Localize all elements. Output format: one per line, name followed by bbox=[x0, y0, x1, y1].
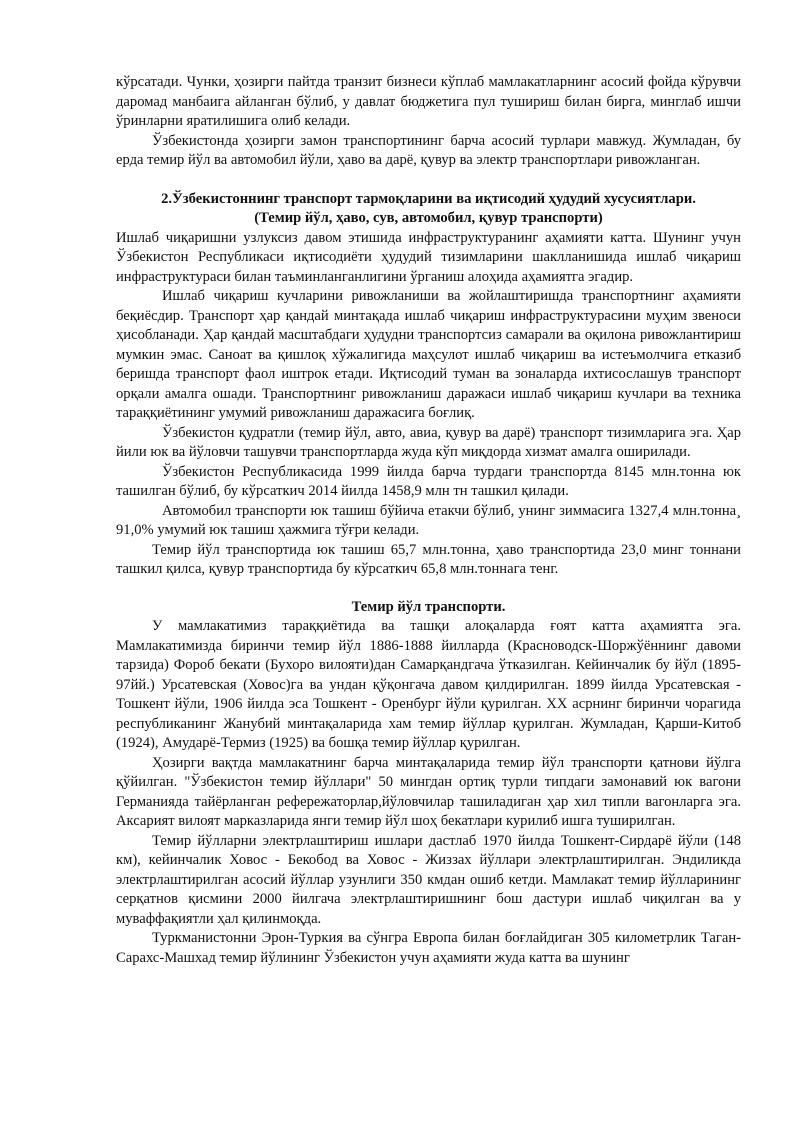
section-2-paragraph-5: Автомобил транспорти юк ташиш бўйича етакчи бўлиб, унинг зиммасига 1327,4 млн.тонна¸ 91,0% умумий юк ташиш ҳажмига тўғри келади. bbox=[116, 502, 741, 538]
paragraph-intro-2: Ўзбекистонда ҳозирги замон транспортининг барча асосий турлари мавжуд. Жумладан, бу ерда темир йўл ва автомобил йўли, ҳаво ва дарё, қувур ва электр транспортлари ривожланган. bbox=[116, 132, 741, 168]
section-2-paragraph-4: Ўзбекистон Республикасида 1999 йилда барча турдаги транспортда 8145 млн.тонна юк ташилган бўлиб, бу кўрсаткич 2014 йилда 1458,9 млн тн ташкил қилади. bbox=[116, 463, 741, 499]
railway-paragraph-2: Ҳозирги вақтда мамлакатнинг барча минтақаларида темир йўл транспорти қатнови йўлга қўйилган. "Ўзбекистон темир йўллари" 50 мингдан ортиқ турли типдаги замонавий юк вагони Германияда тайёрланган рефережаторлар,йўловчилар ташиладиган ҳар хил типли вагонларга эга. Аксарият вилоят марказларида янги темир йўл шоҳ бекатлари курилиб ишга туширилган. bbox=[116, 754, 741, 829]
railway-paragraph-1: У мамлакатимиз тараққиётида ва ташқи алоқаларда ғоят катта аҳамиятга эга. Мамлакатимизда биринчи темир йўл 1886-1888 йилларда (Красноводск-Шоржўённинг давоми тарзида) Фороб бекати (Бухоро вилояти)дан Самарқандгача ўтказилган. Кейинчалик бу йўл (1895-97йй.) Урсатевская (Ховос)га ва ундан қўқонгача давом қилдирилган. 1899 йилда Урсатевская - Тошкент йўли, 1906 йилда эса Тошкент - Оренбург йўли қурилган. XX асрнинг биринчи чорагида республиканинг Жанубий минтақаларида хам темир йўллар қурилган. Жумладан, Қарши-Китоб (1924), Амударё-Термиз (1925) ва бошқа темир йўллар қурилган. bbox=[116, 618, 741, 751]
railway-section-title: Темир йўл транспорти. bbox=[351, 598, 506, 615]
section-2-paragraph-3: Ўзбекистон қудратли (темир йўл, авто, авиа, қувур ва дарё) транспорт тизимларига эга. Ҳар йили юк ва йўловчи ташувчи транспортларда жуда кўп миқдорда хизмат амалга оширилади. bbox=[116, 424, 741, 460]
section-2-subtitle: (Темир йўл, ҳаво, сув, автомобил, қувур транспорти) bbox=[254, 210, 603, 226]
section-2-paragraph-6: Темир йўл транспортида юк ташиш 65,7 млн.тонна, ҳаво транспортида 23,0 минг тоннани ташкил қилса, қувур транспортида бу кўрсаткич 65,8 млн.тоннага тенг. bbox=[116, 541, 741, 577]
section-2-paragraph-1: Ишлаб чиқаришни узлуксиз давом этишида инфраструктуранинг аҳамияти катта. Шунинг учун Ўзбекистон Республикаси иқтисодиёти ҳудудий тизимларини шаклланишида ишлаб чиқариш инфраструктураси билан таъминланганлигини ўрганиш алоҳида аҳамиятга эгадир. bbox=[116, 229, 741, 285]
railway-paragraph-4: Туркманистонни Эрон-Туркия ва сўнгра Европа билан боғлайдиган 305 километрлик Таган-Сарахс-Машхад темир йўлининг Ўзбекистон учун аҳамияти жуда катта ва шунинг bbox=[116, 930, 741, 966]
section-2-title: 2.Ўзбекистоннинг транспорт тармоқларини ва иқтисодий ҳудудий хусусиятлари. bbox=[161, 190, 696, 207]
section-2-paragraph-2: Ишлаб чиқариш кучларини ривожланиши ва жойлаштиришда транспортнинг аҳамияти беқиёсдир. Транспорт ҳар қандай минтақада ишлаб чиқариш инфраструктурасини муҳим звеноси ҳисобланади. Ҳар қандай масштабдаги ҳудудни транспортсиз самарали ва оқилона ривожлантириш мумкин эмас. Саноат ва қишлоқ хўжалигида маҳсулот ишлаб чиқариш ва истеъмолчига етказиб беришда транспорт фаол иштрок етади. Иқтисодий туман ва зоналарда ихтисослашув транспорт орқали амалга ошади. Транспортнинг ривожланиш даражаси ишлаб чиқариш кучлари ва техника тараққиётининг умумий ривожланиш даражасига боғлиқ. bbox=[116, 288, 741, 421]
railway-paragraph-3: Темир йўлларни электрлаштириш ишлари дастлаб 1970 йилда Тошкент-Сирдарё йўли (148 км), кейинчалик Ховос - Бекобод ва Ховос - Жиззах йўллари электрлаштирилган. Эндиликда электрлаштирилган асосий йўллар узунлиги 350 кмдан ошиб кетди. Мамлакат темир йўлларининг серқатнов қисмини 2000 йилгача электрлаштиришнинг бош дастури ишлаб чиқилган ва у муваффақиятли ҳал қилинмоқда. bbox=[116, 832, 741, 927]
paragraph-intro-1: кўрсатади. Чунки, ҳозирги пайтда транзит бизнеси кўплаб мамлакатларнинг асосий фойда кўрувчи даромад манбаига айланган бўлиб, у давлат бюджетига пул тушириш билан бирга, минглаб ишчи ўринларни яратилишига олиб келади. bbox=[116, 74, 741, 129]
document-page bbox=[116, 73, 741, 968]
